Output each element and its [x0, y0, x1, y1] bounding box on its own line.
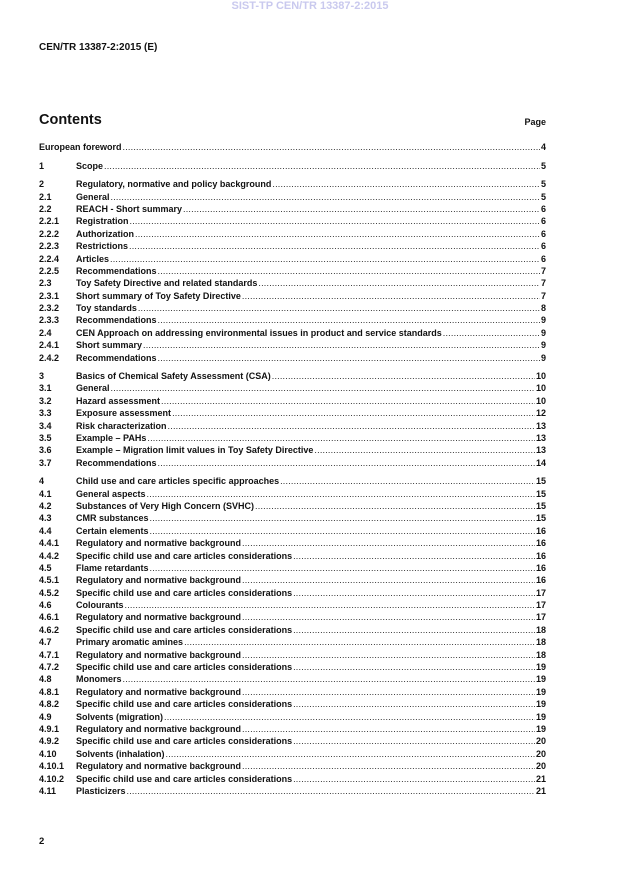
toc-entry[interactable]: [39, 227, 546, 239]
toc-entry-number: 4.8.2: [39, 699, 60, 710]
toc-entry-label: Specific child use and care articles considerations: [76, 550, 293, 561]
toc-entry-page: 18: [535, 637, 546, 648]
toc-entry[interactable]: [39, 252, 546, 264]
toc-entry[interactable]: [39, 537, 546, 549]
toc-entry-page: 5: [540, 179, 546, 190]
toc-entry-page: 15: [535, 488, 546, 499]
dot-leader: [143, 340, 540, 351]
toc-entry-label: Regulatory and normative background: [76, 723, 242, 734]
toc-entry-page: 6: [540, 253, 546, 264]
dot-leader: [168, 421, 535, 432]
toc-entry-number: 3.5: [39, 432, 52, 443]
toc-entry[interactable]: [39, 141, 546, 153]
toc-entry-number: 2.2.3: [39, 241, 60, 252]
dot-leader: [242, 761, 535, 772]
toc-entry[interactable]: [39, 760, 546, 772]
table-of-contents: [39, 141, 546, 803]
toc-entry-label: Scope: [76, 160, 104, 171]
toc-group: [39, 370, 546, 469]
toc-entry-label: Solvents (inhalation): [76, 748, 165, 759]
toc-entry-number: 3.3: [39, 408, 52, 419]
toc-entry-page: 16: [535, 575, 546, 586]
toc-entry-label: Recommendations: [76, 315, 157, 326]
dot-leader: [123, 674, 535, 685]
dot-leader: [280, 476, 535, 487]
toc-entry[interactable]: [39, 673, 546, 685]
toc-entry-page: 21: [535, 773, 546, 784]
toc-entry-label: REACH - Short summary: [76, 203, 183, 214]
toc-entry-page: 18: [535, 624, 546, 635]
dot-leader: [125, 600, 535, 611]
toc-entry[interactable]: [39, 611, 546, 623]
dot-leader: [293, 588, 535, 599]
toc-entry-page: 9: [540, 327, 546, 338]
dot-leader: [242, 612, 535, 623]
dot-leader: [293, 736, 535, 747]
toc-entry-page: 18: [535, 649, 546, 660]
dot-leader: [242, 291, 540, 302]
toc-entry-page: 16: [535, 562, 546, 573]
toc-entry-page: 13: [535, 445, 546, 456]
dot-leader: [150, 513, 535, 524]
toc-entry-number: 2.3.3: [39, 315, 60, 326]
toc-entry-label: Regulatory and normative background: [76, 686, 242, 697]
toc-entry-label: Recommendations: [76, 352, 157, 363]
toc-entry-label: Specific child use and care articles considerations: [76, 587, 293, 598]
toc-entry-label: Short summary: [76, 340, 143, 351]
toc-entry-page: 13: [535, 432, 546, 443]
toc-entry-page: 20: [535, 748, 546, 759]
toc-entry-label: Basics of Chemical Safety Assessment (CSA): [76, 371, 271, 382]
toc-entry[interactable]: [39, 456, 546, 468]
toc-entry-number: 2: [39, 179, 45, 190]
toc-entry[interactable]: [39, 549, 546, 561]
toc-entry[interactable]: [39, 159, 546, 171]
toc-entry-label: Toy standards: [76, 303, 137, 314]
toc-entry-page: 4: [540, 142, 546, 153]
toc-entry[interactable]: [39, 562, 546, 574]
dot-leader: [293, 662, 535, 673]
toc-entry[interactable]: [39, 394, 546, 406]
toc-entry-page: 19: [535, 699, 546, 710]
toc-entry-number: 2.4.2: [39, 352, 60, 363]
toc-entry-number: 4.9.2: [39, 736, 60, 747]
toc-entry-number: 3.2: [39, 395, 52, 406]
toc-entry[interactable]: [39, 574, 546, 586]
toc-entry-number: 2.2.4: [39, 253, 60, 264]
toc-entry-number: 4.9.1: [39, 723, 60, 734]
toc-entry-label: Hazard assessment: [76, 395, 161, 406]
toc-entry-page: 13: [535, 420, 546, 431]
toc-entry-label: General: [76, 383, 110, 394]
toc-entry-number: 4.5.2: [39, 587, 60, 598]
dot-leader: [293, 551, 535, 562]
dot-leader: [166, 749, 535, 760]
dot-leader: [443, 328, 540, 339]
toc-entry-label: Solvents (migration): [76, 711, 164, 722]
toc-entry-label: Specific child use and care articles considerations: [76, 736, 293, 747]
toc-entry-label: Exposure assessment: [76, 408, 172, 419]
toc-entry-page: 15: [535, 500, 546, 511]
toc-entry-number: 2.3.2: [39, 303, 60, 314]
toc-entry-number: 4.7.2: [39, 662, 60, 673]
toc-entry-page: 10: [535, 383, 546, 394]
toc-entry-label: Specific child use and care articles considerations: [76, 662, 293, 673]
toc-entry-label: Regulatory, normative and policy background: [76, 179, 272, 190]
toc-entry-page: 10: [535, 371, 546, 382]
toc-entry-number: 4.6: [39, 600, 52, 611]
toc-entry-number: 4.7: [39, 637, 52, 648]
toc-entry[interactable]: [39, 623, 546, 635]
toc-entry[interactable]: [39, 351, 546, 363]
toc-entry-label: Specific child use and care articles considerations: [76, 624, 293, 635]
toc-entry-number: 3.7: [39, 457, 52, 468]
toc-entry-number: 4.5: [39, 562, 52, 573]
dot-leader: [150, 563, 535, 574]
toc-entry-number: 2.3.1: [39, 290, 60, 301]
toc-entry-number: 2.4.1: [39, 340, 60, 351]
dot-leader: [147, 433, 535, 444]
toc-group: [39, 159, 546, 171]
toc-entry[interactable]: [39, 487, 546, 499]
toc-entry[interactable]: [39, 215, 546, 227]
toc-group: [39, 475, 546, 797]
toc-entry-label: Recommendations: [76, 265, 157, 276]
dot-leader: [164, 712, 535, 723]
dot-leader: [183, 204, 540, 215]
toc-entry[interactable]: [39, 636, 546, 648]
toc-entry-label: Child use and care articles specific approaches: [76, 476, 280, 487]
toc-entry-label: Example – Migration limit values in Toy Safety Directive: [76, 445, 314, 456]
toc-entry-page: 20: [535, 761, 546, 772]
toc-entry[interactable]: [39, 240, 546, 252]
toc-entry[interactable]: [39, 382, 546, 394]
toc-entry[interactable]: [39, 419, 546, 431]
toc-entry-page: 6: [540, 203, 546, 214]
dot-leader: [293, 699, 535, 710]
toc-entry-label: Monomers: [76, 674, 122, 685]
toc-entry-label: Specific child use and care articles considerations: [76, 699, 293, 710]
dot-leader: [135, 229, 540, 240]
toc-entry-label: Recommendations: [76, 457, 157, 468]
toc-entry-label: Specific child use and care articles considerations: [76, 773, 293, 784]
toc-entry-label: Regulatory and normative background: [76, 649, 242, 660]
toc-entry-label: Regulatory and normative background: [76, 761, 242, 772]
toc-entry-page: 16: [535, 525, 546, 536]
toc-entry-page: 21: [535, 785, 546, 796]
toc-entry[interactable]: [39, 599, 546, 611]
toc-entry-number: 4.10.2: [39, 773, 65, 784]
toc-entry-page: 17: [535, 600, 546, 611]
toc-entry-page: 12: [535, 408, 546, 419]
toc-entry-number: 4.9: [39, 711, 52, 722]
toc-entry-number: 4.8.1: [39, 686, 60, 697]
toc-entry-label: Colourants: [76, 600, 124, 611]
toc-entry-number: 2.2.2: [39, 228, 60, 239]
dot-leader: [111, 192, 540, 203]
toc-entry-number: 4.5.1: [39, 575, 60, 586]
toc-entry-label: CEN Approach on addressing environmental issues in product and service standards: [76, 327, 442, 338]
toc-entry-page: 9: [540, 315, 546, 326]
toc-entry-number: 4.6.2: [39, 624, 60, 635]
toc-entry[interactable]: [39, 500, 546, 512]
toc-entry-label: Authorization: [76, 228, 134, 239]
toc-entry-label: Regulatory and normative background: [76, 575, 242, 586]
toc-entry-page: 6: [540, 241, 546, 252]
dot-leader: [242, 538, 535, 549]
toc-entry-page: 20: [535, 736, 546, 747]
toc-entry-label: Registration: [76, 216, 129, 227]
toc-entry-label: Plasticizers: [76, 785, 126, 796]
toc-entry-label: Articles: [76, 253, 110, 264]
toc-entry-page: 19: [535, 723, 546, 734]
toc-entry-number: 3: [39, 371, 45, 382]
toc-entry-page: 14: [535, 457, 546, 468]
toc-entry[interactable]: [39, 314, 546, 326]
toc-entry[interactable]: [39, 698, 546, 710]
toc-entry-number: 2.2: [39, 203, 52, 214]
dot-leader: [150, 526, 535, 537]
toc-entry[interactable]: [39, 432, 546, 444]
toc-entry-page: 8: [540, 303, 546, 314]
toc-entry[interactable]: [39, 710, 546, 722]
toc-entry[interactable]: [39, 661, 546, 673]
toc-entry-label: Regulatory and normative background: [76, 538, 242, 549]
toc-entry-label: European foreword: [39, 142, 122, 153]
toc-entry[interactable]: [39, 524, 546, 536]
dot-leader: [293, 625, 535, 636]
toc-entry-number: 2.3: [39, 278, 52, 289]
toc-entry-number: 4.10: [39, 748, 57, 759]
dot-leader: [104, 161, 540, 172]
toc-entry-page: 5: [540, 191, 546, 202]
toc-entry-page: 5: [540, 160, 546, 171]
toc-entry[interactable]: [39, 735, 546, 747]
dot-leader: [161, 396, 535, 407]
toc-entry-label: CMR substances: [76, 513, 149, 524]
toc-entry[interactable]: [39, 407, 546, 419]
toc-entry-label: Toy Safety Directive and related standards: [76, 278, 258, 289]
toc-entry[interactable]: [39, 326, 546, 338]
toc-entry-page: 10: [535, 395, 546, 406]
toc-entry-page: 17: [535, 612, 546, 623]
toc-entry-page: 6: [540, 216, 546, 227]
toc-entry-number: 4.2: [39, 500, 52, 511]
dot-leader: [242, 724, 535, 735]
toc-entry[interactable]: [39, 370, 546, 382]
dot-leader: [293, 774, 535, 785]
toc-entry-label: General aspects: [76, 488, 146, 499]
toc-entry-page: 16: [535, 538, 546, 549]
dot-leader: [242, 687, 535, 698]
toc-entry-label: Risk characterization: [76, 420, 167, 431]
toc-entry-page: 7: [540, 265, 546, 276]
toc-entry[interactable]: [39, 475, 546, 487]
toc-entry[interactable]: [39, 339, 546, 351]
page-title: Contents: [39, 112, 102, 128]
toc-entry-number: 4.4.1: [39, 538, 60, 549]
dot-leader: [258, 278, 540, 289]
toc-entry-number: 3.6: [39, 445, 52, 456]
dot-leader: [184, 637, 535, 648]
footer-page-number: 2: [39, 836, 45, 847]
toc-entry-page: 7: [540, 290, 546, 301]
toc-entry-number: 4.4.2: [39, 550, 60, 561]
page-column-label: Page: [524, 117, 546, 127]
toc-entry-number: 4.7.1: [39, 649, 60, 660]
dot-leader: [158, 315, 540, 326]
toc-entry-number: 4: [39, 476, 45, 487]
dot-leader: [242, 575, 535, 586]
toc-entry-number: 2.2.5: [39, 265, 60, 276]
toc-entry[interactable]: [39, 302, 546, 314]
dot-leader: [255, 501, 535, 512]
toc-entry-page: 9: [540, 352, 546, 363]
toc-entry[interactable]: [39, 289, 546, 301]
dot-leader: [111, 383, 535, 394]
toc-entry[interactable]: [39, 785, 546, 797]
document-id: CEN/TR 13387-2:2015 (E): [39, 42, 158, 53]
watermark: SIST-TP CEN/TR 13387-2:2015: [231, 0, 389, 12]
toc-entry[interactable]: [39, 685, 546, 697]
toc-entry-page: 15: [535, 476, 546, 487]
toc-entry-page: 19: [535, 674, 546, 685]
toc-entry-number: 4.1: [39, 488, 52, 499]
toc-entry[interactable]: [39, 586, 546, 598]
toc-entry[interactable]: [39, 265, 546, 277]
toc-entry-number: 2.1: [39, 191, 52, 202]
toc-entry-number: 4.4: [39, 525, 52, 536]
toc-entry-number: 2.2.1: [39, 216, 60, 227]
toc-entry[interactable]: [39, 190, 546, 202]
toc-entry-number: 4.10.1: [39, 761, 65, 772]
toc-entry-label: Substances of Very High Concern (SVHC): [76, 500, 255, 511]
toc-group: [39, 141, 546, 153]
toc-entry-number: 4.11: [39, 785, 57, 796]
dot-leader: [129, 241, 540, 252]
dot-leader: [158, 353, 540, 364]
toc-entry[interactable]: [39, 648, 546, 660]
toc-entry-page: 9: [540, 340, 546, 351]
toc-entry-page: 7: [540, 278, 546, 289]
dot-leader: [314, 445, 535, 456]
dot-leader: [172, 408, 535, 419]
toc-entry-page: 19: [535, 662, 546, 673]
toc-entry-label: Certain elements: [76, 525, 149, 536]
dot-leader: [130, 216, 540, 227]
dot-leader: [138, 303, 540, 314]
dot-leader: [272, 371, 535, 382]
toc-entry[interactable]: [39, 772, 546, 784]
toc-entry-page: 16: [535, 550, 546, 561]
toc-entry-page: 19: [535, 686, 546, 697]
toc-entry-number: 3.1: [39, 383, 52, 394]
toc-entry-page: 19: [535, 711, 546, 722]
dot-leader: [158, 458, 535, 469]
dot-leader: [110, 254, 540, 265]
toc-entry[interactable]: [39, 723, 546, 735]
dot-leader: [147, 489, 535, 500]
toc-entry-label: Short summary of Toy Safety Directive: [76, 290, 241, 301]
toc-entry-number: 4.6.1: [39, 612, 60, 623]
toc-entry[interactable]: [39, 512, 546, 524]
dot-leader: [158, 266, 540, 277]
dot-leader: [123, 142, 540, 153]
dot-leader: [127, 786, 535, 797]
toc-entry-page: 17: [535, 587, 546, 598]
toc-group: [39, 178, 546, 364]
toc-entry-number: 1: [39, 160, 45, 171]
toc-entry-page: 6: [540, 228, 546, 239]
dot-leader: [242, 650, 535, 661]
toc-entry-number: 4.3: [39, 513, 52, 524]
toc-entry-page: 15: [535, 513, 546, 524]
toc-entry-label: Primary aromatic amines: [76, 637, 184, 648]
toc-entry-label: Regulatory and normative background: [76, 612, 242, 623]
toc-entry-number: 2.4: [39, 327, 52, 338]
toc-entry-label: General: [76, 191, 110, 202]
toc-entry-label: Flame retardants: [76, 562, 149, 573]
toc-entry[interactable]: [39, 444, 546, 456]
toc-entry-number: 3.4: [39, 420, 52, 431]
toc-entry[interactable]: [39, 277, 546, 289]
toc-entry[interactable]: [39, 178, 546, 190]
toc-entry-label: Example – PAHs: [76, 432, 147, 443]
toc-entry-number: 4.8: [39, 674, 52, 685]
dot-leader: [272, 179, 540, 190]
toc-entry[interactable]: [39, 203, 546, 215]
toc-entry[interactable]: [39, 747, 546, 759]
toc-entry-label: Restrictions: [76, 241, 129, 252]
